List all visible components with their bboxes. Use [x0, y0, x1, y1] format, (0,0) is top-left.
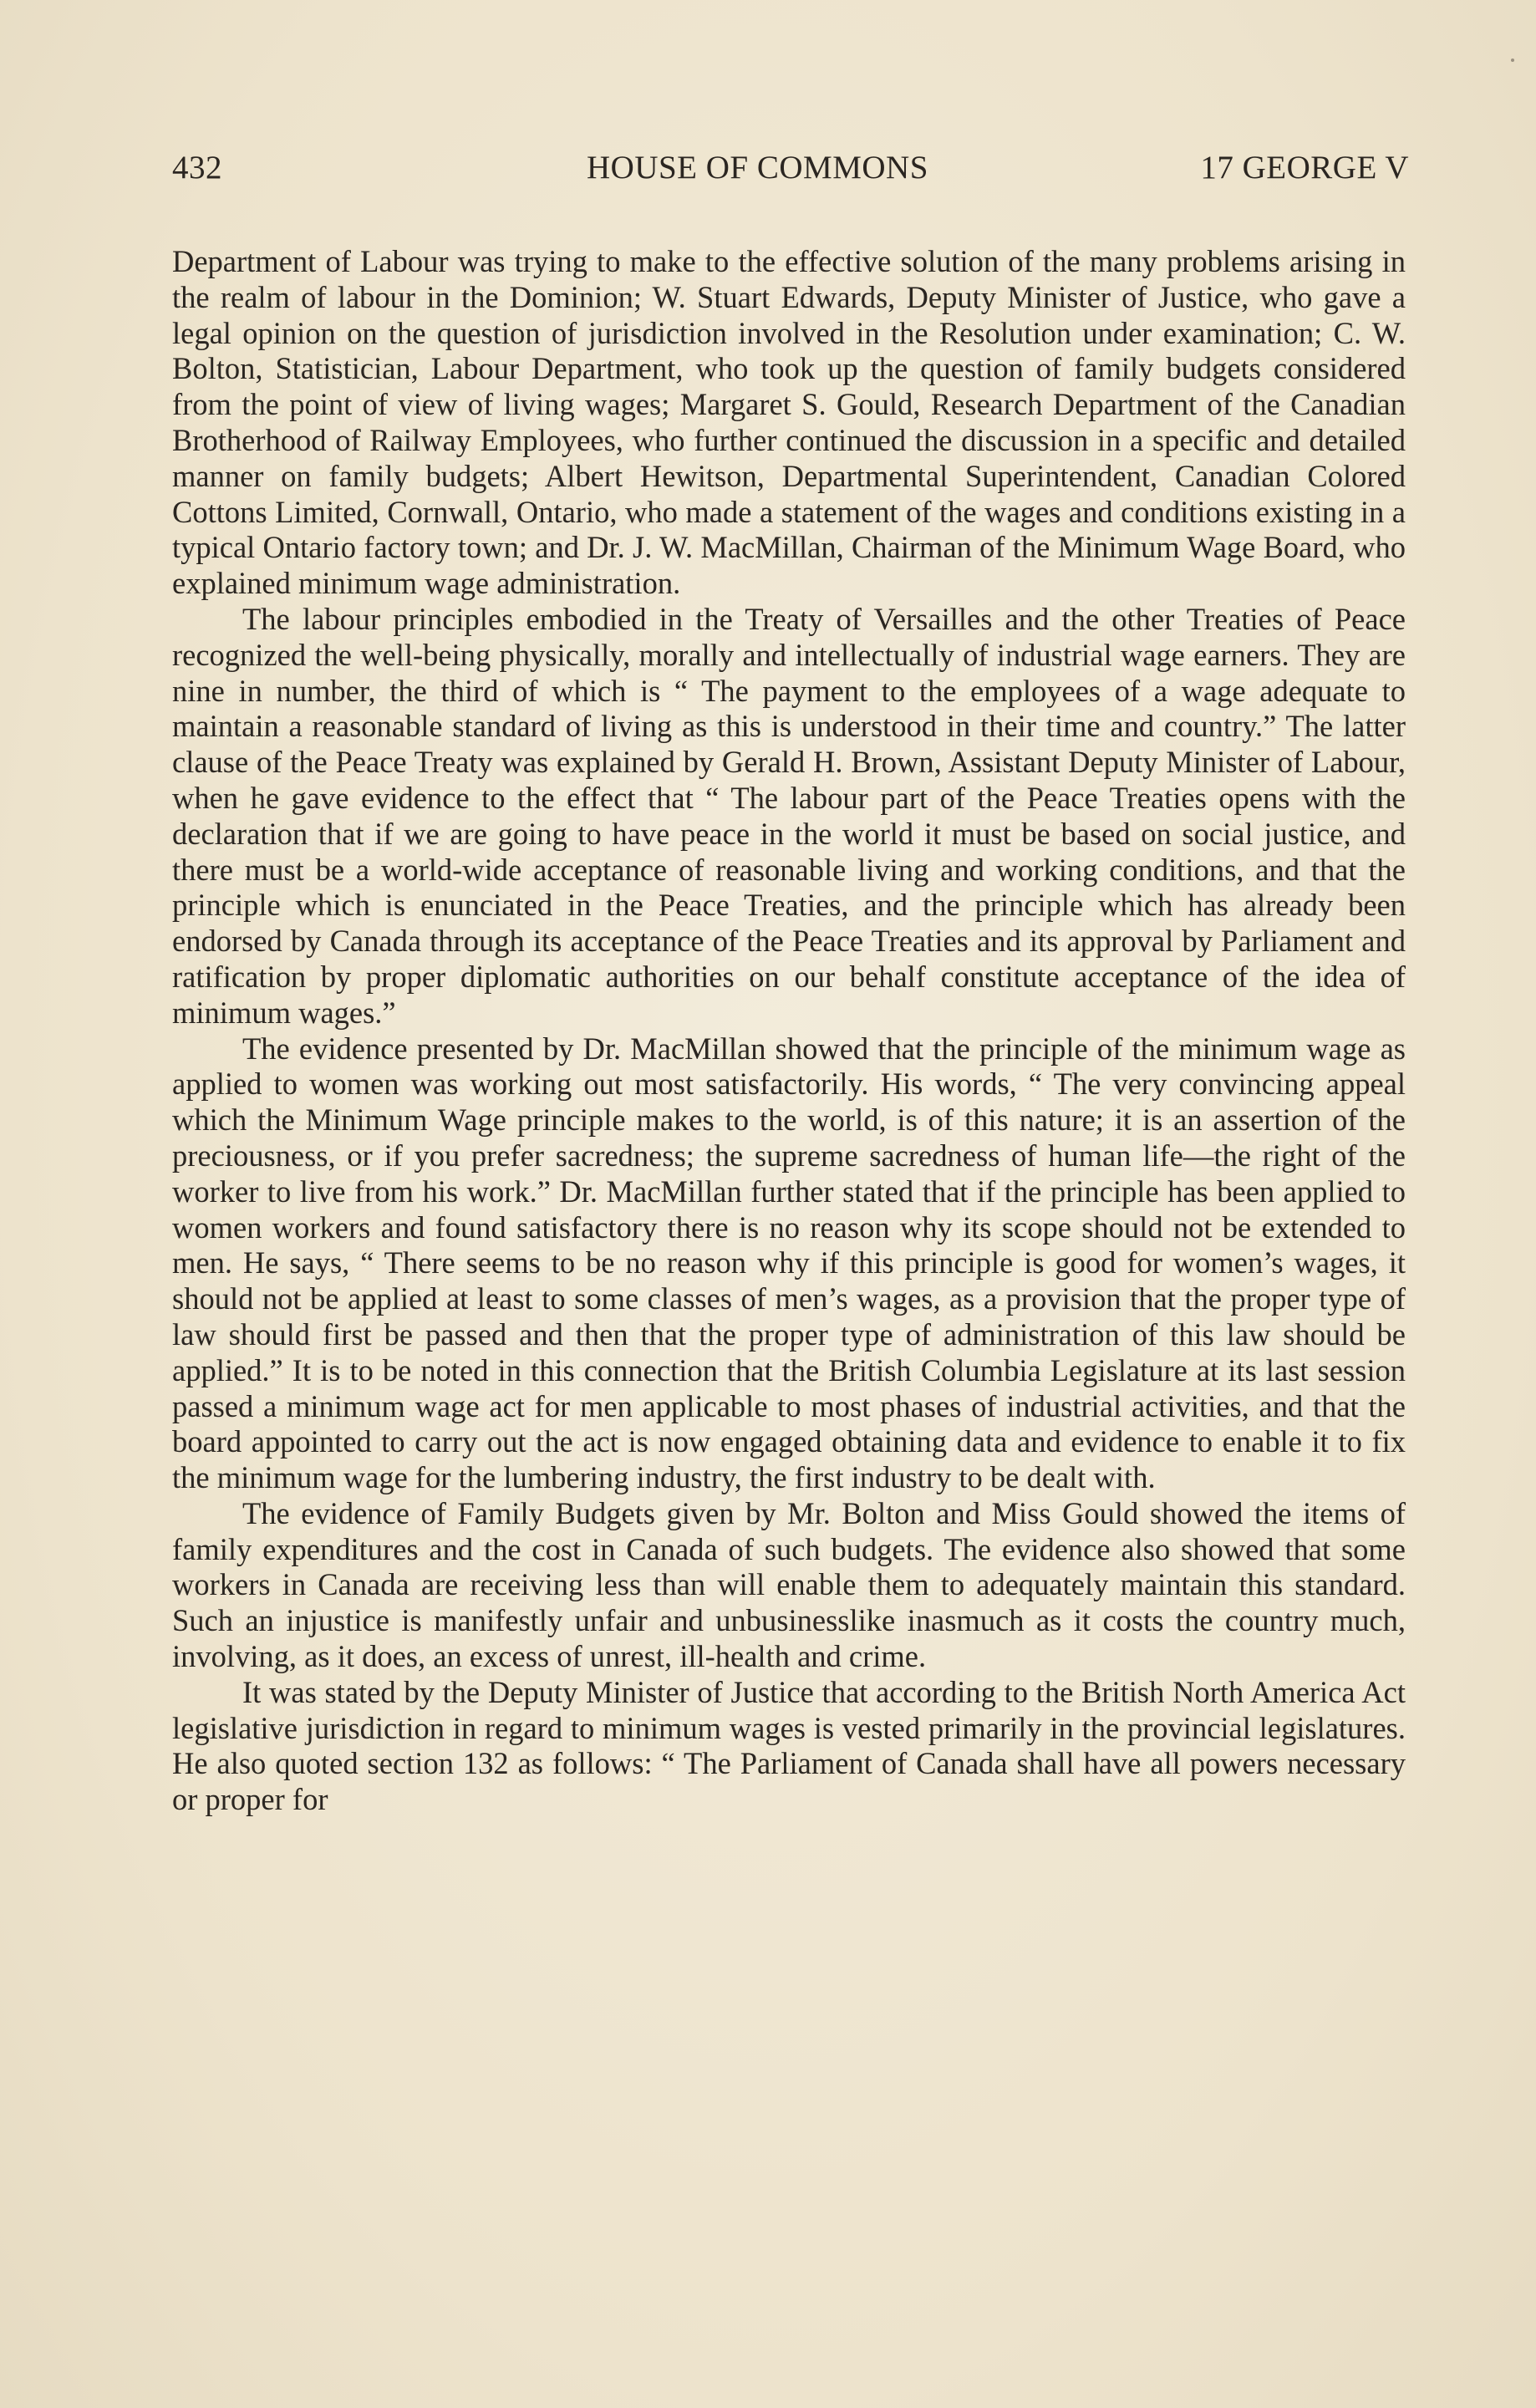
page-header: [172, 149, 1409, 196]
running-title: HOUSE OF COMMONS: [587, 150, 928, 186]
paragraph-1: Department of Labour was trying to make to the effective solution of the many problems arising in the realm of labour in the Dominion; W. Stuart Edwards, Deputy Minister of Justice, who gave a legal opinion on the question of jurisdiction involved in the Resolution under examination; C. W. Bolton, Statistician, Labour Department, who took up the question of family budgets considered from the point of view of living wages; Margaret S. Gould, Research Department of the Canadian Brotherhood of Railway Employees, who further continued the discussion in a specific and detailed manner on family budgets; Albert Hewitson, Departmental Superintendent, Canadian Colored Cottons Limited, Cornwall, Ontario, who made a statement of the wages and conditions existing in a typical Ontario factory town; and Dr. J. W. MacMillan, Chairman of the Minimum Wage Board, who explained minimum wage administration.: [172, 244, 1406, 601]
paragraph-5: It was stated by the Deputy Minister of Justice that according to the British North America Act legislative jurisdiction in regard to minimum wages is vested primarily in the provincial legislatures. He also quoted section 132 as follows: “ The Parliament of Canada shall have all powers necessary or proper for: [172, 1674, 1406, 1817]
scan-speck: [1511, 59, 1514, 62]
body-text: [172, 244, 1406, 1818]
paragraph-2: The labour principles embodied in the Treaty of Versailles and the other Treaties of Peace recognized the well-being physically, morally and intellectually of industrial wage earners. They are nine in number, the third of which is “ The payment to the employees of a wage adequate to maintain a reasonable standard of living as this is understood in their time and country.” The latter clause of the Peace Treaty was explained by Gerald H. Brown, Assistant Deputy Minister of Labour, when he gave evidence to the effect that “ The labour part of the Peace Treaties opens with the declaration that if we are going to have peace in the world it must be based on social justice, and there must be a world-wide acceptance of reasonable living and working conditions, and that the principle which is enunciated in the Peace Treaties, and the principle which has already been endorsed by Canada through its acceptance of the Peace Treaties and its approval by Parliament and ratification by proper diplomatic authorities on our behalf constitute acceptance of the idea of minimum wages.”: [172, 601, 1406, 1030]
page-number: 432: [172, 150, 222, 186]
paragraph-4: The evidence of Family Budgets given by Mr. Bolton and Miss Gould showed the items of family expenditures and the cost in Canada of such budgets. The evidence also showed that some workers in Canada are receiving less than will enable them to adequately maintain this standard. Such an injustice is manifestly unfair and unbusinesslike inasmuch as it costs the country much, involving, as it does, an excess of unrest, ill-health and crime.: [172, 1495, 1406, 1674]
paragraph-3: The evidence presented by Dr. MacMillan showed that the principle of the minimum wage as applied to women was working out most satisfactorily. His words, “ The very convincing appeal which the Minimum Wage principle makes to the world, is of this nature; it is an assertion of the preciousness, or if you prefer sacredness; the supreme sacredness of human life—the right of the worker to live from his work.” Dr. MacMillan further stated that if the principle has been applied to women workers and found satisfactory there is no reason why its scope should not be extended to men. He says, “ There seems to be no reason why if this principle is good for women’s wages, it should not be applied at least to some classes of men’s wages, as a provision that the proper type of law should first be passed and then that the proper type of administration of this law should be applied.” It is to be noted in this connection that the British Columbia Legislature at its last session passed a minimum wage act for men applicable to most phases of industrial activities, and that the board appointed to carry out the act is now engaged obtaining data and evidence to enable it to fix the minimum wage for the lumbering industry, the first industry to be dealt with.: [172, 1031, 1406, 1495]
reign-label: 17 GEORGE V: [1200, 150, 1409, 186]
